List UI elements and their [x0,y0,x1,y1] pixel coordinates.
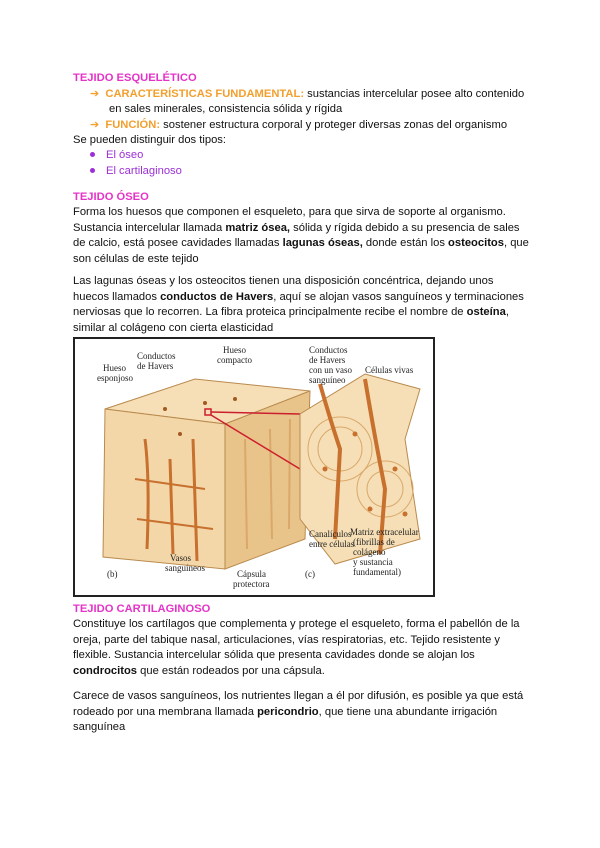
svg-text:colágeno: colágeno [353,547,386,557]
svg-text:(fibrillas de: (fibrillas de [353,537,395,547]
list-item: El óseo [90,148,182,164]
svg-text:esponjoso: esponjoso [97,373,133,383]
label-conductos-vaso: Conductos [309,345,348,355]
paragraph-cartilaginoso-2: Carece de vasos sanguíneos, los nutrientes llegan a él por difusión, es posible ya que está rodeado por una membrana llamada pericondrio, que tiene una abundante irrigación sanguínea [73,690,524,734]
svg-text:con un vaso: con un vaso [309,365,352,375]
bone-block-b [103,379,310,569]
feature-item-cont: en sales minerales, consistencia sólida y rígida [109,103,343,115]
section-title-cartilaginoso: TEJIDO CARTILAGINOSO [73,603,211,615]
paragraph-oseo-1: Forma los huesos que componen el esqueleto, para que sirva de soporte al organismo. Sustancia intercelular llamada matriz ósea, sólida y rígida debido a su presencia de sales de calcio, está posee cavidades llamadas lagunas óseas, donde están los osteocitos, que son células de este tejido [73,206,529,265]
label-hueso-compacto: Hueso [223,345,246,355]
label-conductos-havers: Conductos [137,351,176,361]
svg-text:compacto: compacto [217,355,252,365]
section-title-esqueletico: TEJIDO ESQUELÉTICO [73,72,197,84]
svg-text:entre células: entre células [309,539,355,549]
bone-tissue-figure [73,337,435,597]
bullet-icon [90,168,95,173]
types-list [90,148,182,180]
feature-item: ➔ CARACTERÍSTICAS FUNDAMENTAL: sustancias intercelular posee alto contenido [90,88,525,100]
label-canaliculos: Canalículos [309,529,352,539]
section-title-oseo: TEJIDO ÓSEO [73,191,149,203]
paragraph-cartilaginoso-1: Constituye los cartílagos que complementa y protege el esqueleto, forma el pabellón de la oreja, parte del tabique nasal, articulaciones, vías respiratorias, etc. Tejido resistente y flexible. Sustancia intercelular sólida que presenta cavidades donde se alojan los condrocitos que están rodeados por una cápsula. [73,618,520,677]
bullet-icon [90,152,95,157]
svg-text:fundamental): fundamental) [353,567,401,577]
function-item: ➔ FUNCIÓN: sostener estructura corporal y proteger diversas zonas del organismo [90,119,508,131]
svg-text:sanguíneos: sanguíneos [165,563,205,573]
panel-label-c: (c) [305,569,315,579]
paragraph-oseo-2: Las lagunas óseas y los osteocitos tienen una disposición concéntrica, dejando unos huecos llamados conductos de Havers, aquí se alojan vasos sanguíneos y terminaciones nerviosas que lo recorren. La fibra proteica principalmente recibe el nombre de osteína, similar al colágeno con cierta elasticidad [73,275,524,334]
arrow-icon: ➔ [90,119,100,131]
bone-illustration [75,339,433,595]
panel-label-b: (b) [107,569,118,579]
label-vasos-sanguineos: Vasos [170,553,192,563]
types-intro: Se pueden distinguir dos tipos: [73,134,226,146]
svg-text:protectora: protectora [233,579,270,589]
svg-text:sanguíneo: sanguíneo [309,375,346,385]
label-capsula-protectora: Cápsula [237,569,266,579]
arrow-icon: ➔ [90,88,100,100]
label-matriz-extracelular: Matriz extracelular [350,527,419,537]
svg-text:y sustancia: y sustancia [353,557,393,567]
list-item: El cartilaginoso [90,164,182,180]
label-celulas-vivas: Células vivas [365,365,414,375]
svg-text:de Havers: de Havers [137,361,174,371]
label-hueso-esponjoso: Hueso [103,363,126,373]
svg-text:de Havers: de Havers [309,355,346,365]
